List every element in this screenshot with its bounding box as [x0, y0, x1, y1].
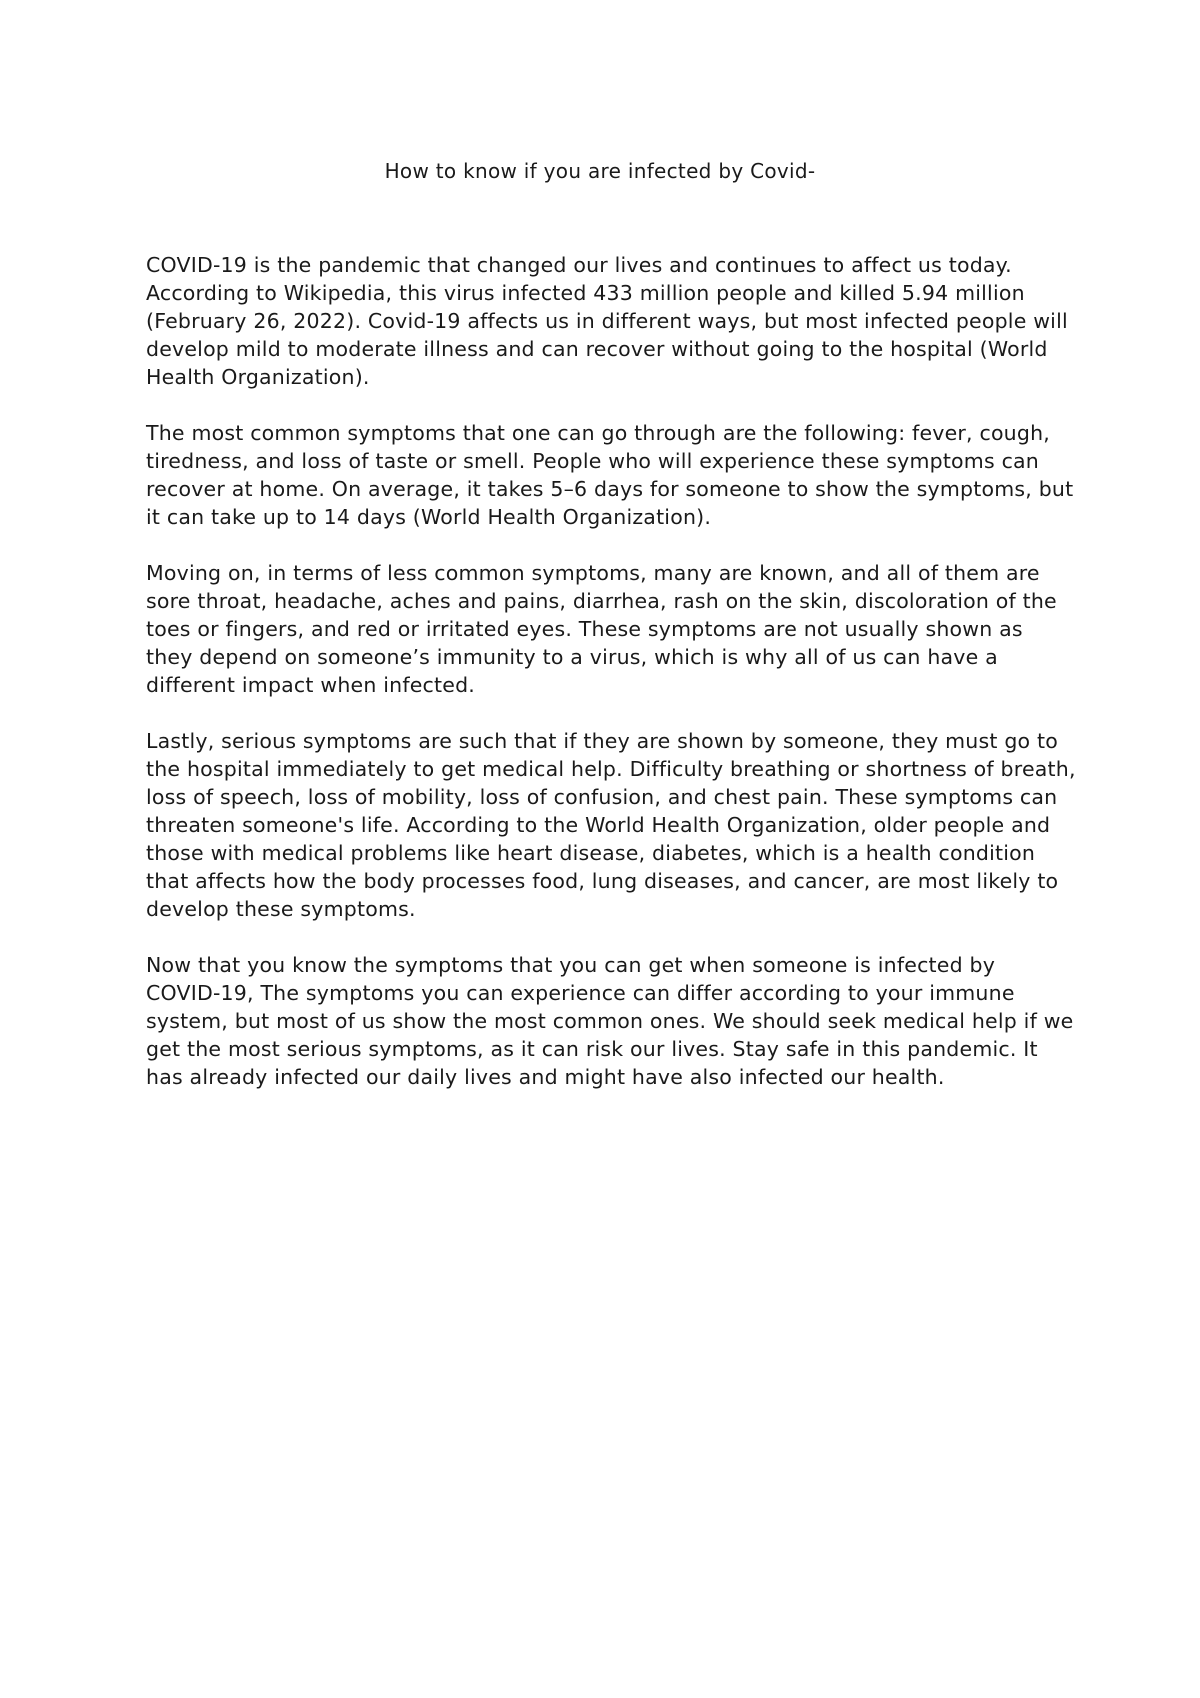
paragraph-conclusion: Now that you know the symptoms that you can get when someone is infected by COVID-19, The symptoms you can experience can differ according to your immune system, but most of us show the most common ones. We should seek medical help if we get the most serious symptoms, as it can risk our lives. Stay safe in this pandemic. It has already infected our daily lives and might have also infected our health.: [146, 953, 1074, 1089]
document-title: How to know if you are infected by Covid-: [384, 159, 816, 183]
paragraph-introduction: COVID-19 is the pandemic that changed our lives and continues to affect us today. According to Wikipedia, this virus infected 433 million people and killed 5.94 million (February 26, 2022). Covid-19 affects us in different ways, but most infected people will develop mild to moderate illness and can recover without going to the hospital (World Health Organization).: [146, 253, 1068, 389]
paragraph-common-symptoms: The most common symptoms that one can go through are the following: fever, cough, tiredness, and loss of taste or smell. People who will experience these symptoms can recover at home. On average, it takes 5–6 days for someone to show the symptoms, but it can take up to 14 days (World Health Organization).: [146, 421, 1074, 529]
document-body: [146, 251, 1076, 1091]
paragraph-serious-symptoms: Lastly, serious symptoms are such that if they are shown by someone, they must go to the hospital immediately to get medical help. Difficulty breathing or shortness of breath, loss of speech, loss of mobility, loss of confusion, and chest pain. These symptoms can threaten someone's life. According to the World Health Organization, older people and those with medical problems like heart disease, diabetes, which is a health condition that affects how the body processes food, lung diseases, and cancer, are most likely to develop these symptoms.: [146, 729, 1076, 921]
paragraph-less-common-symptoms: Moving on, in terms of less common symptoms, many are known, and all of them are sore throat, headache, aches and pains, diarrhea, rash on the skin, discoloration of the toes or fingers, and red or irritated eyes. These symptoms are not usually shown as they depend on someone’s immunity to a virus, which is why all of us can have a different impact when infected.: [146, 561, 1057, 697]
